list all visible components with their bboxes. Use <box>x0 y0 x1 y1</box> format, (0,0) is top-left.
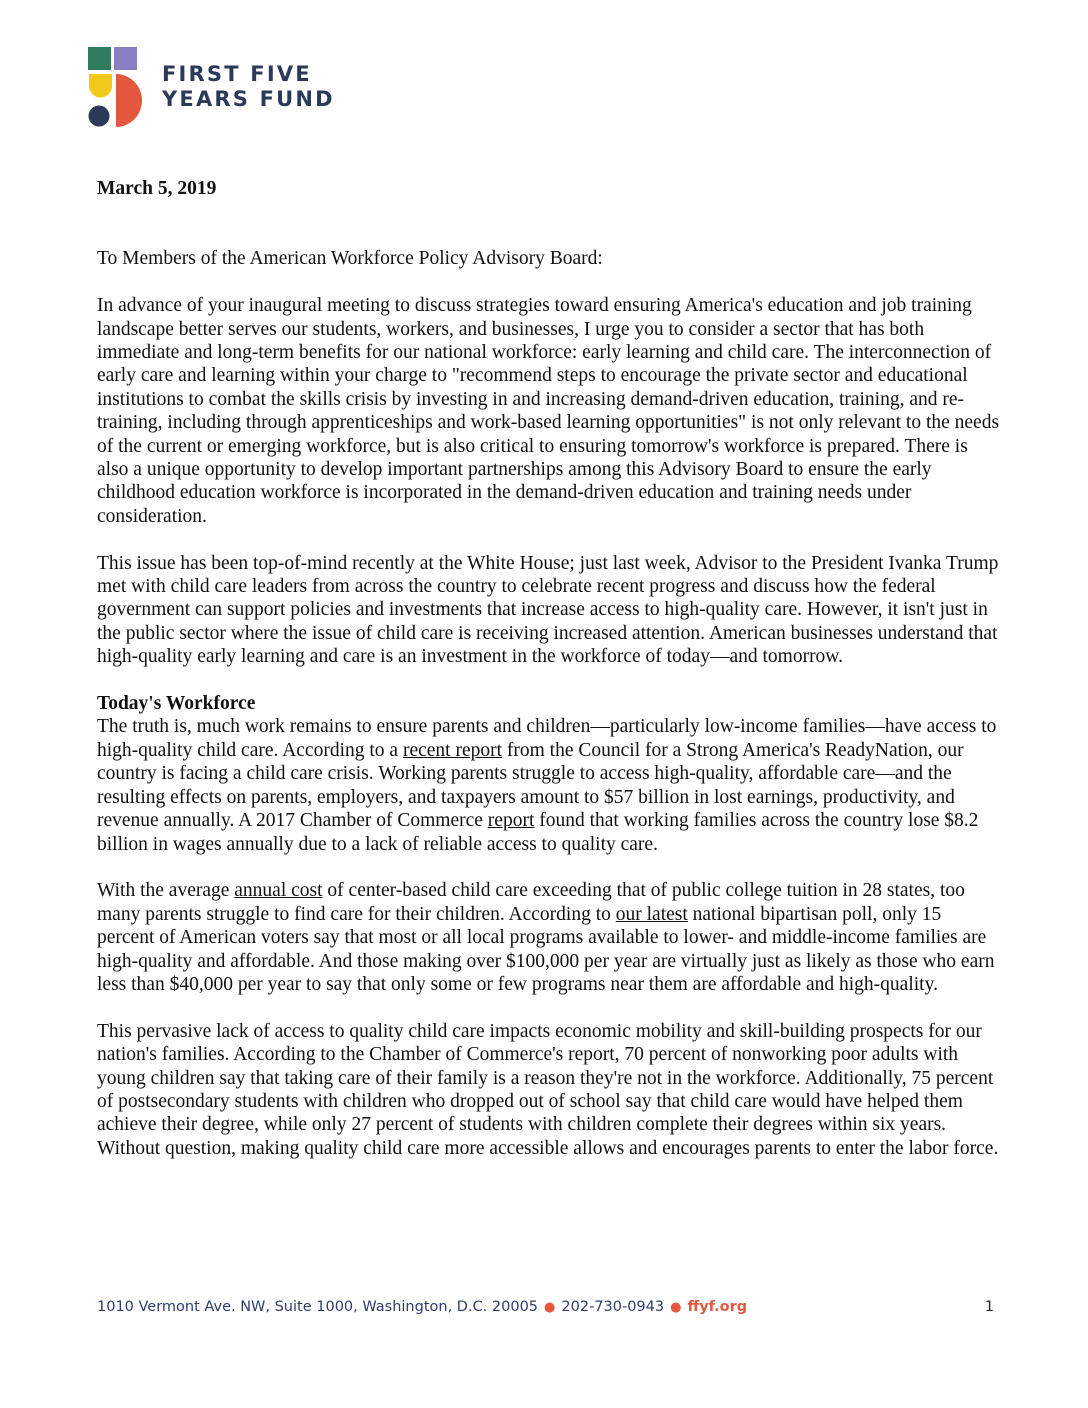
logo-mark-icon <box>88 46 144 128</box>
paragraph-1: In advance of your inaugural meeting to discuss strategies toward ensuring America's education and job training landscape better serves our students, workers, and businesses, I urge you to consider a sector that has both immediate and long-term benefits for our national workforce: early learning and child care. The interconnection of early care and learning within your charge to "recommend steps to encourage the private sector and educational institutions to combat the skills crisis by investing in and increasing demand-driven education, training, and re-training, including through apprenticeships and work-based learning opportunities" is not only relevant to the needs of the current or emerging workforce, but is also critical to ensuring tomorrow's workforce is prepared. There is also a unique opportunity to develop important partnerships among this Advisory Board to ensure the early childhood education workforce is incorporated in the demand-driven education and training needs under consideration. <box>97 295 1000 527</box>
logo-navy-circle <box>89 106 110 127</box>
logo-green-square <box>88 47 111 70</box>
logo-text <box>162 62 335 112</box>
paragraph-5: This pervasive lack of access to quality child care impacts economic mobility and skill-building prospects for our nation's families. According to the Chamber of Commerce's report, 70 percent of nonworking poor adults with young children say that taking care of their family is a reason they're not in the workforce. Additionally, 75 percent of postsecondary students with children who dropped out of school say that child care would have helped them achieve their degree, while only 27 percent of students with children complete their degrees within six years. Without question, making quality child care more accessible allows and encourages parents to enter the labor force. <box>97 1020 999 1159</box>
footer-bullet-icon: ● <box>544 1300 556 1315</box>
logo <box>88 46 358 128</box>
footer-bullet-icon: ● <box>670 1300 682 1315</box>
logo-red-halfcircle <box>116 74 142 127</box>
footer <box>97 1299 994 1315</box>
paragraph-3-text-c: found that working families across the country lose $8.2 billion in wages annually due to a lack of reliable access to quality care. <box>97 810 979 855</box>
paragraph-2: This issue has been top-of-mind recently at the White House; just last week, Advisor to the President Ivanka Trump met with child care leaders from across the country to celebrate recent progress and discuss how the federal government can support policies and investments that increase access to high-quality care. However, it isn't just in the public sector where the issue of child care is receiving increased attention. American businesses understand that high-quality early learning and care is an investment in the workforce of today—and tomorrow. <box>97 552 999 668</box>
paragraph-3-text-b: from the Council for a Strong America's ReadyNation, our country is facing a child care crisis. Working parents struggle to access high-quality, affordable care—and the resulting effects on parents, employers, and taxpayers amount to $57 billion in lost earnings, productivity, and revenue annually. A 2017 Chamber of Commerce <box>97 739 964 832</box>
annual-cost-link[interactable]: annual cost <box>234 880 323 902</box>
page-number: 1 <box>984 1299 994 1315</box>
letter-body <box>97 177 1002 1160</box>
section-heading: Today's Workforce <box>97 693 256 715</box>
salutation: To Members of the American Workforce Policy Advisory Board: <box>97 248 603 270</box>
paragraph-4 <box>97 879 1002 996</box>
chamber-report-link[interactable]: report <box>487 810 535 832</box>
paragraph-4-text-a: With the average <box>97 880 235 902</box>
logo-line-1: FIRST FIVE <box>162 62 312 86</box>
letter-date: March 5, 2019 <box>97 178 217 199</box>
footer-address: 1010 Vermont Ave. NW, Suite 1000, Washington, D.C. 20005 <box>97 1299 539 1315</box>
footer-phone: 202-730-0943 <box>561 1299 665 1315</box>
paragraph-4-text-b: of center-based child care exceeding that of public college tuition in 28 states, too many parents struggle to find care for their children. According to <box>97 880 965 925</box>
logo-line-2: YEARS FUND <box>162 87 335 111</box>
paragraph-3 <box>97 715 1002 855</box>
recent-report-link[interactable]: recent report <box>402 739 503 761</box>
paragraph-4-text-c: national bipartisan poll, only 15 percent of American voters say that most or all local programs available to lower- and middle-income families are high-quality and affordable. And those making over $100,000 per year are virtually just as likely as those who earn less than $40,000 per year to say that only some or few programs near them are affordable and high-quality. <box>97 903 995 995</box>
footer-website-link[interactable]: ffyf.org <box>687 1299 748 1315</box>
logo-purple-square <box>114 47 137 70</box>
paragraph-3-text-a: The truth is, much work remains to ensure parents and children—particularly low-income families—have access to high-quality child care. According to a <box>97 716 997 761</box>
logo-yellow-halfcircle <box>89 74 112 98</box>
our-latest-poll-link[interactable]: our latest <box>615 903 688 925</box>
